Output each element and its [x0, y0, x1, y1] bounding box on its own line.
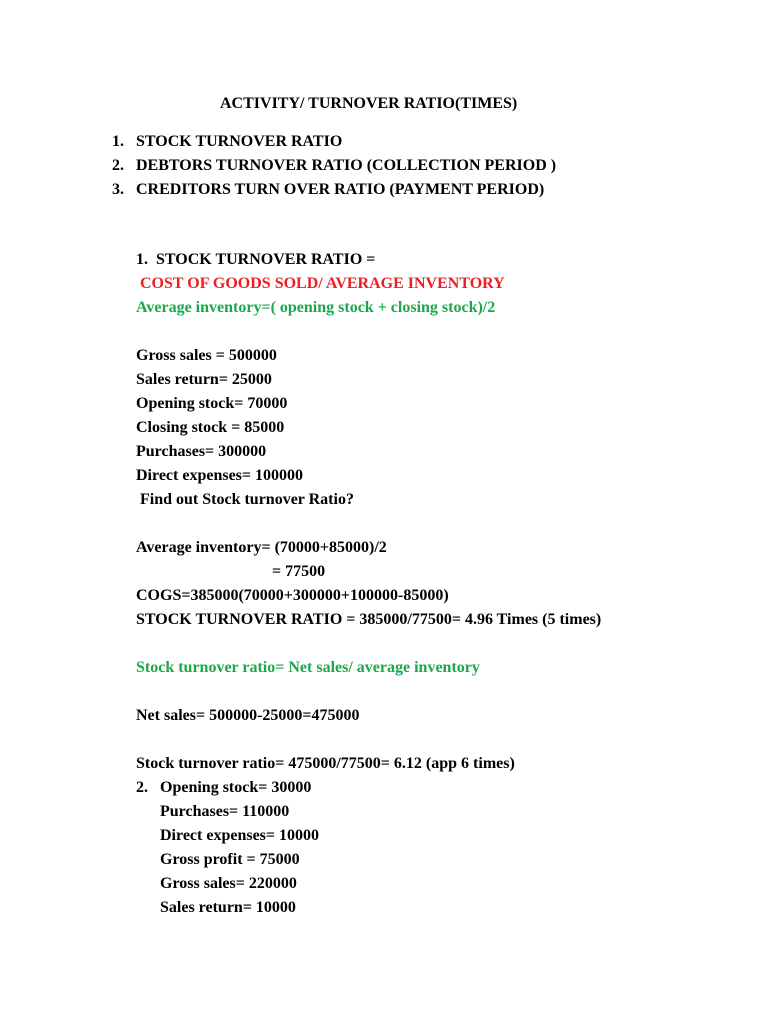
given-line: Opening stock= 70000 — [136, 395, 288, 412]
list-text: CREDITORS TURN OVER RATIO (PAYMENT PERIOD) — [136, 181, 545, 198]
heading-number: 1. — [136, 251, 148, 268]
net-sales-line: Net sales= 500000-25000=475000 — [136, 707, 360, 724]
solution-result: STOCK TURNOVER RATIO = 385000/77500= 4.96 Times (5 times) — [136, 611, 602, 628]
list-number: 3. — [112, 181, 124, 198]
list-item — [112, 180, 544, 200]
list-number: 1. — [112, 133, 124, 150]
given-line: Purchases= 300000 — [136, 443, 267, 460]
given-line: Direct expenses= 10000 — [160, 827, 320, 844]
given-line: Gross profit = 75000 — [160, 851, 300, 868]
solution-line: COGS=385000(70000+300000+100000-85000) — [136, 587, 449, 604]
given-line: Sales return= 25000 — [136, 371, 272, 388]
alternate-formula: Stock turnover ratio= Net sales/ average inventory — [136, 659, 480, 676]
list-text: STOCK TURNOVER RATIO — [136, 133, 343, 150]
given-line: Purchases= 110000 — [160, 803, 290, 820]
section2-first-line — [136, 778, 311, 798]
list-item — [112, 132, 342, 152]
list-number: 2. — [112, 157, 124, 174]
section1-heading — [136, 250, 375, 270]
list-item — [112, 156, 556, 176]
heading-text: STOCK TURNOVER RATIO = — [156, 251, 376, 268]
average-inventory-formula: Average inventory=( opening stock + closing stock)/2 — [136, 299, 496, 316]
solution-line: Average inventory= (70000+85000)/2 — [136, 539, 387, 556]
alternate-result: Stock turnover ratio= 475000/77500= 6.12 (app 6 times) — [136, 755, 515, 772]
given-line: Gross sales = 500000 — [136, 347, 277, 364]
given-line: Sales return= 10000 — [160, 899, 296, 916]
given-line: Closing stock = 85000 — [136, 419, 285, 436]
question-line: Find out Stock turnover Ratio? — [140, 491, 354, 508]
main-formula: COST OF GOODS SOLD/ AVERAGE INVENTORY — [140, 275, 505, 292]
given-line: Opening stock= 30000 — [160, 779, 312, 796]
given-line: Gross sales= 220000 — [160, 875, 297, 892]
given-line: Direct expenses= 100000 — [136, 467, 304, 484]
solution-line: = 77500 — [272, 563, 326, 580]
page-title: ACTIVITY/ TURNOVER RATIO(TIMES) — [220, 95, 518, 112]
list-text: DEBTORS TURNOVER RATIO (COLLECTION PERIOD ) — [136, 157, 557, 174]
section2-number: 2. — [136, 779, 148, 796]
